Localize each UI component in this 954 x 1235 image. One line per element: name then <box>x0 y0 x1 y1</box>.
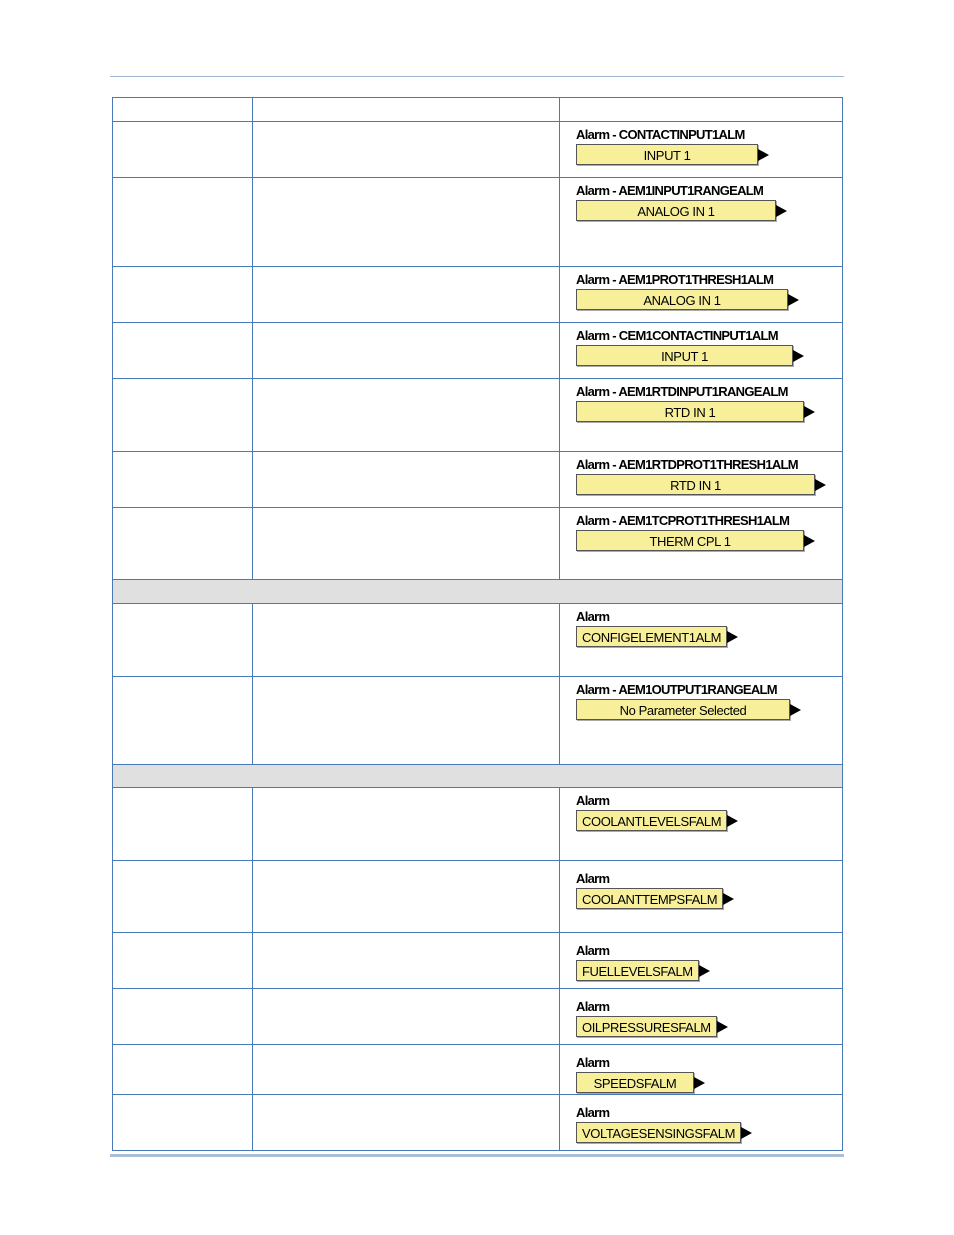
section-cell <box>113 765 843 788</box>
alarm-table-body <box>113 98 843 1151</box>
logic-block-label: CONFIGELEMENT1ALM <box>576 626 727 647</box>
logic-block <box>560 933 842 981</box>
logic-block-cell <box>560 508 843 580</box>
logic-block <box>560 1095 842 1143</box>
name-cell <box>113 933 253 989</box>
table-row <box>113 604 843 677</box>
logic-block-body <box>576 345 842 366</box>
logic-block-body <box>576 960 842 981</box>
section-cell <box>113 580 843 604</box>
description-cell <box>253 122 560 178</box>
name-cell <box>113 788 253 861</box>
table-row <box>113 933 843 989</box>
output-arrow-icon <box>694 1077 705 1089</box>
logic-block-label: ANALOG IN 1 <box>576 200 776 221</box>
logic-block-body <box>576 699 842 720</box>
logic-block-title: Alarm - AEM1INPUT1RANGEALM <box>576 183 764 198</box>
logic-block <box>560 788 842 831</box>
description-cell <box>253 178 560 267</box>
logic-block-title: Alarm - AEM1TCPROT1THRESH1ALM <box>576 513 790 528</box>
section-row <box>113 580 843 604</box>
logic-block <box>560 267 842 310</box>
logic-block-cell <box>560 788 843 861</box>
output-arrow-icon <box>788 294 799 306</box>
logic-block-body <box>576 474 842 495</box>
logic-block-label: FUELLEVELSFALM <box>576 960 699 981</box>
logic-block-label: COOLANTTEMPSFALM <box>576 888 723 909</box>
table-row <box>113 178 843 267</box>
logic-block-label: THERM CPL 1 <box>576 530 804 551</box>
output-arrow-icon <box>815 479 826 491</box>
logic-block-cell <box>560 933 843 989</box>
description-cell <box>253 323 560 379</box>
logic-block-label: COOLANTLEVELSFALM <box>576 810 727 831</box>
logic-block <box>560 989 842 1037</box>
output-arrow-icon <box>699 965 710 977</box>
description-cell <box>253 861 560 933</box>
logic-block-title: Alarm <box>576 1105 610 1120</box>
name-cell <box>113 452 253 508</box>
logic-block-title: Alarm <box>576 943 610 958</box>
output-arrow-icon <box>776 205 787 217</box>
output-arrow-icon <box>790 704 801 716</box>
logic-block <box>560 323 842 366</box>
description-cell <box>253 933 560 989</box>
logic-block-title: Alarm - AEM1RTDPROT1THRESH1ALM <box>576 457 798 472</box>
output-arrow-icon <box>727 631 738 643</box>
name-cell <box>113 604 253 677</box>
output-arrow-icon <box>758 149 769 161</box>
logic-block-label: ANALOG IN 1 <box>576 289 788 310</box>
table-row <box>113 788 843 861</box>
description-cell <box>253 989 560 1045</box>
description-cell <box>253 452 560 508</box>
logic-block-body <box>576 144 842 165</box>
logic-block-body <box>576 810 842 831</box>
output-arrow-icon <box>741 1127 752 1139</box>
logic-block-title: Alarm <box>576 871 610 886</box>
logic-block-label: RTD IN 1 <box>576 474 815 495</box>
output-arrow-icon <box>804 535 815 547</box>
logic-block-cell <box>560 677 843 765</box>
logic-block <box>560 122 842 165</box>
logic-block-title: Alarm - AEM1OUTPUT1RANGEALM <box>576 682 777 697</box>
output-arrow-icon <box>717 1021 728 1033</box>
logic-block <box>560 677 842 720</box>
output-arrow-icon <box>804 406 815 418</box>
table-row <box>113 989 843 1045</box>
logic-block-title: Alarm - AEM1RTDINPUT1RANGEALM <box>576 384 788 399</box>
table-row <box>113 1045 843 1095</box>
logic-block <box>560 861 842 909</box>
logic-block-body <box>576 1072 842 1093</box>
name-cell <box>113 122 253 178</box>
logic-block-cell <box>560 1045 843 1095</box>
logic-block-title: Alarm <box>576 793 610 808</box>
table-row <box>113 452 843 508</box>
logic-block-label: OILPRESSURESFALM <box>576 1016 717 1037</box>
logic-block-body <box>576 888 842 909</box>
logic-block-cell <box>560 861 843 933</box>
output-arrow-icon <box>723 893 734 905</box>
logic-block-cell <box>560 452 843 508</box>
logic-block-body <box>576 200 842 221</box>
logic-block-label: VOLTAGESENSINGSFALM <box>576 1122 741 1143</box>
logic-block-title: Alarm - CEM1CONTACTINPUT1ALM <box>576 328 778 343</box>
name-cell <box>113 1095 253 1151</box>
logic-block-body <box>576 289 842 310</box>
logic-block <box>560 178 842 221</box>
header-rule <box>110 76 844 77</box>
description-cell <box>253 1095 560 1151</box>
section-row <box>113 765 843 788</box>
table-row <box>113 122 843 178</box>
logic-block <box>560 508 842 551</box>
name-cell <box>113 379 253 452</box>
name-cell <box>113 323 253 379</box>
name-cell <box>113 989 253 1045</box>
logic-block <box>560 1045 842 1093</box>
logic-block-title: Alarm <box>576 999 610 1014</box>
description-cell <box>253 379 560 452</box>
logic-block <box>560 379 842 422</box>
logic-block-cell <box>560 267 843 323</box>
name-cell <box>113 178 253 267</box>
table-row <box>113 267 843 323</box>
logic-block-label: INPUT 1 <box>576 345 793 366</box>
description-cell <box>253 788 560 861</box>
logic-block-cell <box>560 604 843 677</box>
table-row <box>113 508 843 580</box>
table-row <box>113 323 843 379</box>
table-row <box>113 1095 843 1151</box>
logic-block-body <box>576 1016 842 1037</box>
logic-block-label: RTD IN 1 <box>576 401 804 422</box>
description-cell <box>253 1045 560 1095</box>
logic-block-label: No Parameter Selected <box>576 699 790 720</box>
name-cell <box>113 677 253 765</box>
name-cell <box>113 1045 253 1095</box>
logic-block <box>560 452 842 495</box>
description-cell <box>253 604 560 677</box>
logic-block-cell <box>560 178 843 267</box>
description-cell <box>253 508 560 580</box>
description-cell <box>253 677 560 765</box>
table-header-row <box>113 98 843 122</box>
logic-block-body <box>576 1122 842 1143</box>
logic-block-label: SPEEDSFALM <box>576 1072 694 1093</box>
name-cell <box>113 861 253 933</box>
logic-block-title: Alarm - CONTACTINPUT1ALM <box>576 127 745 142</box>
header-cell-2 <box>253 98 560 122</box>
header-cell-3 <box>560 98 843 122</box>
logic-block-cell <box>560 323 843 379</box>
logic-block-cell <box>560 379 843 452</box>
logic-block-title: Alarm - AEM1PROT1THRESH1ALM <box>576 272 774 287</box>
header-cell-1 <box>113 98 253 122</box>
output-arrow-icon <box>727 815 738 827</box>
name-cell <box>113 267 253 323</box>
logic-block-cell <box>560 122 843 178</box>
logic-block-body <box>576 626 842 647</box>
table-row <box>113 677 843 765</box>
logic-block-cell <box>560 1095 843 1151</box>
logic-block-body <box>576 530 842 551</box>
description-cell <box>253 267 560 323</box>
logic-block-title: Alarm <box>576 609 610 624</box>
logic-block-label: INPUT 1 <box>576 144 758 165</box>
logic-block-title: Alarm <box>576 1055 610 1070</box>
logic-block-body <box>576 401 842 422</box>
output-arrow-icon <box>793 350 804 362</box>
logic-block <box>560 604 842 647</box>
table-row <box>113 861 843 933</box>
table-row <box>113 379 843 452</box>
alarm-table <box>112 97 843 1151</box>
logic-block-cell <box>560 989 843 1045</box>
footer-rule <box>110 1154 844 1157</box>
name-cell <box>113 508 253 580</box>
